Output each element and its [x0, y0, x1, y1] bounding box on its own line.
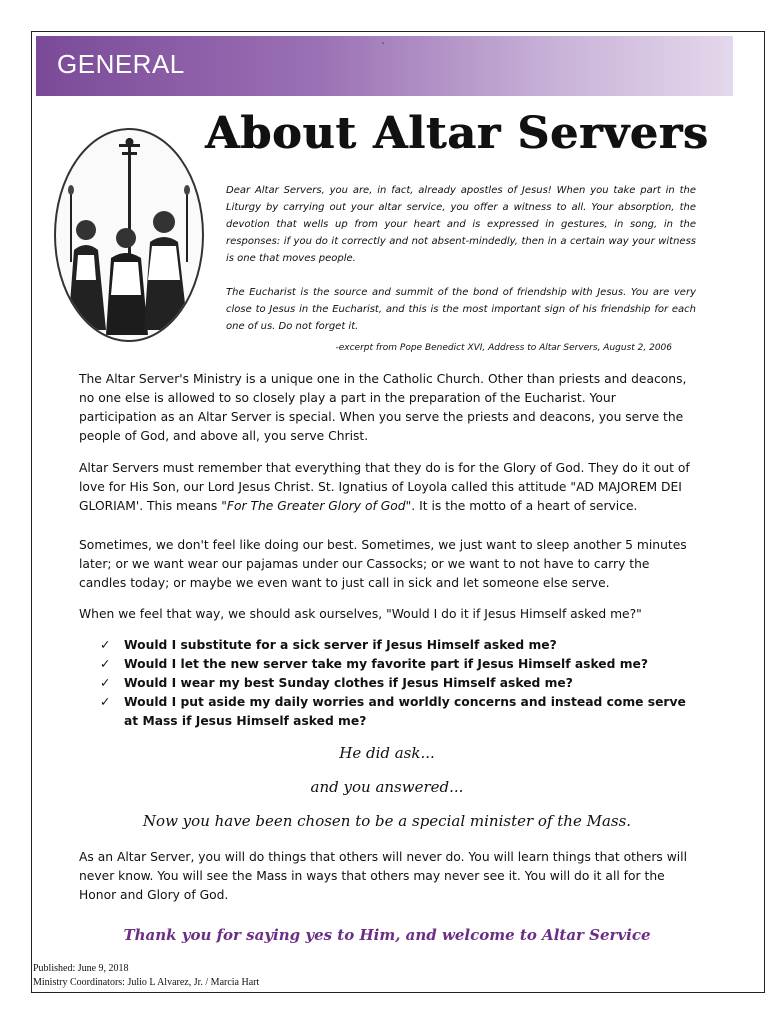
section-title: GENERAL: [57, 49, 185, 79]
list-item: ✓ Would I substitute for a sick server if Jesus Himself asked me?: [100, 636, 700, 655]
script-line: and you answered...: [310, 778, 464, 796]
script-line: Now you have been chosen to be a special minister of the Mass.: [142, 812, 632, 830]
ministry-coordinators: Ministry Coordinators: Julio L Alvarez, Jr. / Marcia Hart: [33, 977, 260, 988]
banner-mark: `: [381, 42, 386, 53]
checkmark-icon: ✓: [100, 695, 111, 709]
pope-quote: [226, 182, 696, 352]
section-banner: [36, 36, 733, 96]
body-paragraph: [79, 459, 695, 516]
list-item: ✓ Would I wear my best Sunday clothes if Jesus Himself asked me?: [100, 674, 700, 693]
checkmark-icon: ✓: [100, 676, 111, 690]
list-item: ✓ Would I put aside my daily worries and worldly concerns and instead come serve at Mass if Jesus Himself asked me?: [100, 695, 686, 728]
list-item: ✓ Would I let the new server take my favorite part if Jesus Himself asked me?: [100, 655, 700, 674]
quote-paragraph: The Eucharist is the source and summit of the bond of friendship with Jesus. You are very close to Jesus in the Eucharist, and this is the most important sign of his friendship for each one of us. Do not forget it.: [226, 287, 696, 332]
script-line: He did ask...: [339, 744, 435, 762]
body-paragraph: When we feel that way, we should ask ourselves, "Would I do it if Jesus Himself asked me?": [79, 607, 642, 621]
checkmark-icon: ✓: [100, 638, 111, 652]
altar-servers-icon: [56, 130, 202, 340]
page-title: About Altar Servers: [205, 108, 709, 159]
paragraph-text: . It is the motto of a heart of service.: [411, 499, 638, 513]
body-paragraph: Sometimes, we don't feel like doing our best. Sometimes, we just want to sleep another 5 minutes later; or we want wear our pajamas under our Cassocks; or we want to not have to carry the candles today; or maybe we even want to just call in sick and let someone else serve.: [79, 538, 687, 590]
quote-citation: -excerpt from Pope Benedict XVI, Address to Altar Servers, August 2, 2006: [335, 343, 672, 353]
published-date: Published: June 9, 2018: [33, 963, 129, 974]
welcome-message: Thank you for saying yes to Him, and welcome to Altar Service: [123, 926, 651, 944]
quote-paragraph: Dear Altar Servers, you are, in fact, already apostles of Jesus! When you take part in the Liturgy by carrying out your altar service, you offer a witness to all. Your absorption, the devotion that wells up from your heart and is expressed in gestures, in song, in the responses: if you do it correctly and not absent-mindedly, then in a certain way your witness is one that moves people.: [226, 185, 696, 264]
altar-servers-illustration: [54, 128, 204, 342]
question-list: [100, 636, 700, 731]
body-paragraph: The Altar Server's Ministry is a unique one in the Catholic Church. Other than priests and deacons, no one else is allowed to so closely play a part in the preparation of the Eucharist. Your participation as an Altar Server is special. When you serve the priests and deacons, you serve the people of God, and above all, you serve Christ.: [79, 372, 687, 443]
checkmark-icon: ✓: [100, 657, 111, 671]
paragraph-text: Altar Servers must remember that everything that they do is for the Glory of God. They do it out of love for His Son, our Lord Jesus Christ. St. Ignatius of Loyola called this attitude "AD MAJOREM DEI GLORIAM'. This means: [79, 461, 690, 513]
body-paragraph: As an Altar Server, you will do things that others will never do. You will learn things that others will never know. You will see the Mass in ways that others may never see it. You will do it all for the Honor and Glory of God.: [79, 850, 688, 902]
motto-text: "For The Greater Glory of God": [221, 499, 412, 513]
